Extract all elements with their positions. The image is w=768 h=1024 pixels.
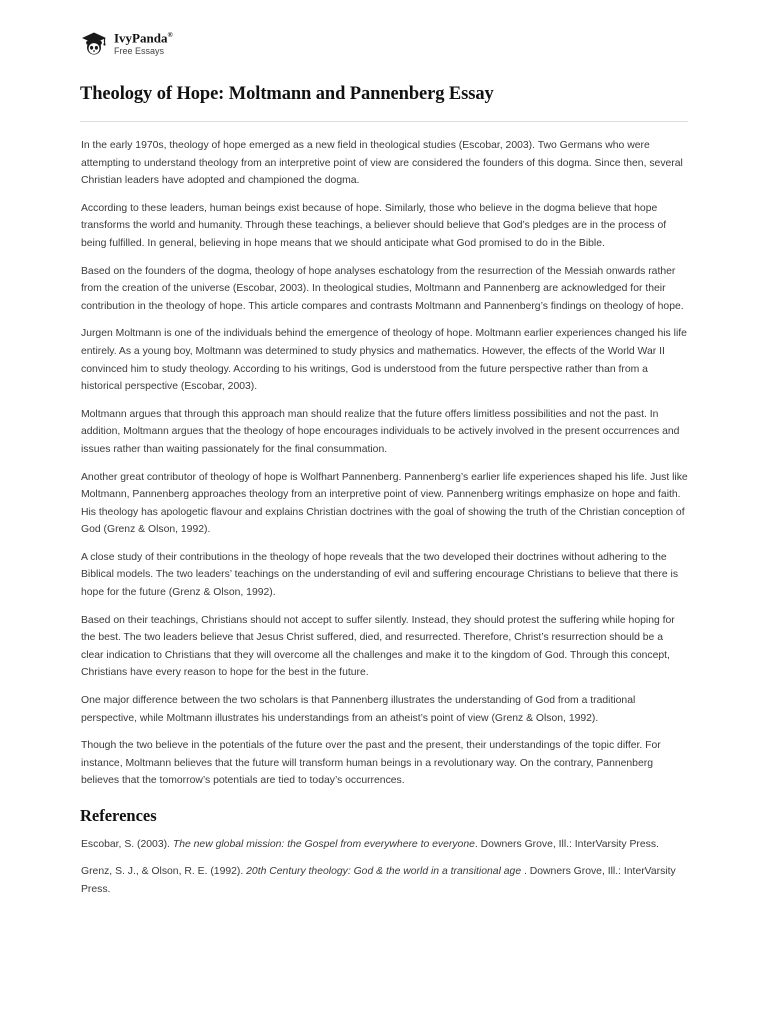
essay-paragraph: Based on their teachings, Christians should not accept to suffer silently. Instead, they should protest the suffering while hoping for the best. The two leaders believe that Jesus Christ suffered, died, and resurrected. Therefore, Christ’s resurrection should be a clear indication to Christians that they will overcome all the challenges and make it to the kingdom of God. Through this concept, Christians have every reason to hope for the best in the future. bbox=[81, 614, 675, 679]
essay-paragraph: According to these leaders, human beings exist because of hope. Similarly, those who believe in the dogma believe that hope transforms the world and humanity. Through these teachings, a believer should believe that God’s pledges are in the process of being fulfilled. In general, believing in hope means that we should anticipate what God promised to do in the Bible. bbox=[81, 202, 667, 249]
reference-title: 20th Century theology: God & the world in a transitional age bbox=[246, 866, 522, 878]
brand-text bbox=[114, 28, 173, 57]
essay-content bbox=[81, 137, 688, 908]
essay-paragraph: Based on the founders of the dogma, theology of hope analyses eschatology from the resurrection of the Messiah onwards rather from the creation of the universe (Escobar, 2003). In theological studies, Moltmann and Pannenberg are acknowledged for their contribution in the theology of hope. This article compares and contrasts Moltmann and Pannenberg’s findings on theology of hope. bbox=[81, 265, 684, 312]
page-title: Theology of Hope: Moltmann and Pannenberg Essay bbox=[80, 84, 494, 104]
reference-item bbox=[81, 836, 688, 854]
essay-paragraph: In the early 1970s, theology of hope emerged as a new field in theological studies (Escobar, 2003). Two Germans who were attempting to understand theology from an interpretive point of view are considered the founders of this dogma. Since then, several Christian leaders have adopted and championed the dogma. bbox=[81, 140, 683, 187]
graduation-cap-panda-icon bbox=[80, 29, 108, 57]
reference-text: . Downers Grove, Ill.: InterVarsity Press. bbox=[81, 866, 676, 895]
reference-text: . Downers Grove, Ill.: InterVarsity Press. bbox=[474, 838, 659, 850]
references-heading: References bbox=[80, 806, 157, 825]
essay-paragraph: A close study of their contributions in the theology of hope reveals that the two developed their doctrines without adhering to the Biblical models. The two leaders’ teachings on the understanding of evil and suffering encourage Christians to believe that there is hope for the future (Grenz & Olson, 1992). bbox=[81, 551, 679, 599]
reference-text: Grenz, S. J., & Olson, R. E. (1992). bbox=[81, 866, 247, 878]
brand-tagline: Free Essays bbox=[114, 46, 165, 57]
reference-text: Escobar, S. (2003). bbox=[81, 838, 173, 850]
title-divider bbox=[80, 121, 688, 122]
references-list bbox=[81, 836, 688, 899]
essay-body bbox=[81, 137, 688, 790]
essay-paragraph: Moltmann argues that through this approach man should realize that the future offers limitless possibilities and not the past. In addition, Moltmann argues that the theology of hope encourages individuals to be actively involved in the present occurrences and issues rather than waiting passionately for the final consummation. bbox=[81, 408, 680, 455]
essay-paragraph: Jurgen Moltmann is one of the individuals behind the emergence of theology of hope. Moltmann earlier experiences changed his life entirely. As a young boy, Moltmann was determined to study physics and mathematics. However, the effects of the World War II convinced him to study theology. According to his writings, God is understood from the future perspective rather than from a historical perspective (Escobar, 2003). bbox=[81, 328, 687, 393]
brand-name: IvyPanda® bbox=[114, 30, 173, 46]
essay-paragraph: Another great contributor of theology of hope is Wolfhart Pannenberg. Pannenberg’s earlier life experiences shaped his life. Just like Moltmann, Pannenberg approaches theology from an interpretive point of view. Pannenberg writings emphasize on hope and faith. His theology has apologetic flavour and explains Christian doctrines with the goal of showing the truth of the Christian conception of God (Grenz & Olson, 1992). bbox=[81, 471, 688, 536]
brand-logo[interactable] bbox=[80, 28, 173, 57]
reference-item bbox=[81, 863, 688, 898]
essay-paragraph: One major difference between the two scholars is that Pannenberg illustrates the understanding of God from a traditional perspective, while Moltmann illustrates his understandings from an atheist’s point of view (Grenz & Olson, 1992). bbox=[81, 695, 636, 724]
essay-paragraph: Though the two believe in the potentials of the future over the past and the present, their understandings of the topic differ. For instance, Moltmann believes that the future will transform human beings in a revolutionary way. On the contrary, Pannenberg believes that the tomorrow’s potentials are tied to today’s occurrences. bbox=[81, 740, 661, 787]
reference-title: The new global mission: the Gospel from everywhere to everyone bbox=[172, 838, 475, 850]
